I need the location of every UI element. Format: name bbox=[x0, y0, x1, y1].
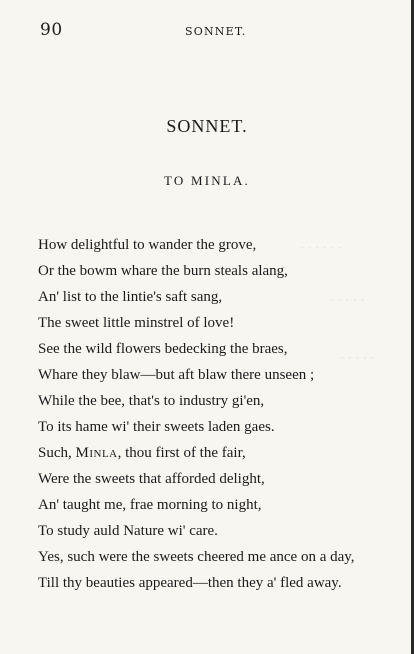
show-through-text: · · · · · · bbox=[300, 240, 343, 255]
poem-body bbox=[38, 232, 410, 596]
show-through-text: · · · · · bbox=[330, 292, 365, 307]
poem-line bbox=[38, 440, 410, 466]
poem-line: An' taught me, frae morning to night, bbox=[38, 497, 262, 513]
poem-line: How delightful to wander the grove, bbox=[38, 237, 257, 253]
poem-line-prefix: Such, bbox=[38, 445, 76, 461]
page-number: 90 bbox=[40, 20, 63, 40]
poem-line: To its hame wi' their sweets laden gaes. bbox=[38, 419, 275, 435]
poem-line: To study auld Nature wi' care. bbox=[38, 523, 218, 539]
poem-line: Or the bowm whare the burn steals alang, bbox=[38, 263, 288, 279]
dedication: TO MINLA. bbox=[164, 173, 250, 188]
poem-line: The sweet little minstrel of love! bbox=[38, 315, 235, 331]
poem-line: An' list to the lintie's saft sang, bbox=[38, 289, 223, 305]
show-through-text: · · · · · bbox=[340, 350, 375, 365]
poem-line: While the bee, that's to industry gi'en, bbox=[38, 393, 265, 409]
poem-line: Till thy beauties appeared—then they a' fled away. bbox=[38, 575, 342, 591]
poem-line: See the wild flowers bedecking the braes, bbox=[38, 341, 288, 357]
poem-title: SONNET. bbox=[166, 116, 248, 136]
name-minla: Minla bbox=[75, 445, 118, 461]
poem-line: Whare they blaw—but aft blaw there unseen ; bbox=[38, 367, 315, 383]
poem-line: Were the sweets that afforded delight, bbox=[38, 471, 265, 487]
poem-line: Yes, such were the sweets cheered me ance on a day, bbox=[38, 549, 355, 565]
poem-line-suffix: , thou first of the fair, bbox=[117, 445, 246, 461]
running-head: SONNET. bbox=[185, 25, 247, 38]
